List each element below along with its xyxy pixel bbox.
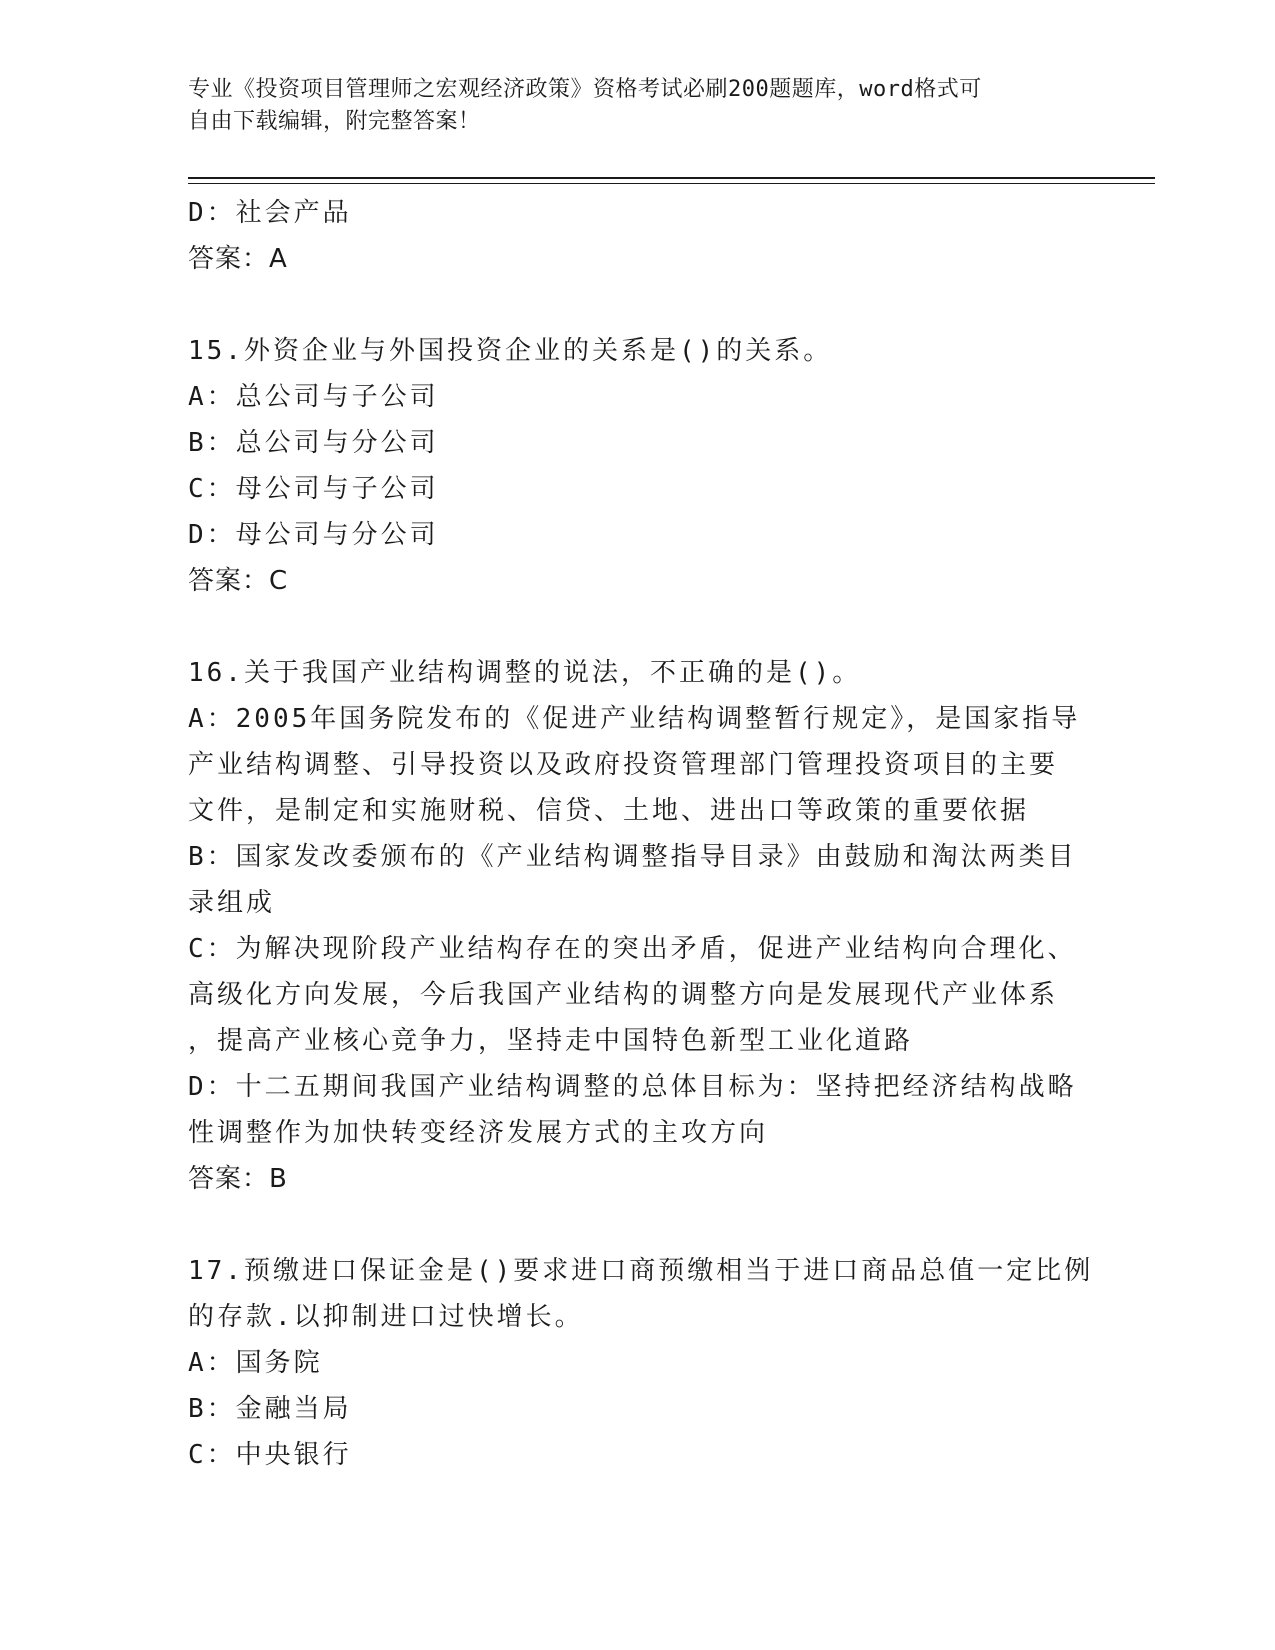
prev-option-d: D：社会产品 — [188, 198, 352, 228]
option-a-line-3: 文件，是制定和实施财税、信贷、土地、进出口等政策的重要依据 — [188, 796, 1030, 826]
option-c: C：中央银行 — [188, 1440, 352, 1470]
header-divider — [188, 177, 1155, 179]
question-17 — [188, 1248, 1094, 1478]
question-stem-line-2: 的存款.以抑制进口过快增长。 — [188, 1302, 584, 1332]
option-c-line-2: 高级化方向发展，今后我国产业结构的调整方向是发展现代产业体系 — [188, 980, 1059, 1010]
page-header — [188, 74, 1068, 138]
option-b-line-1: B：国家发改委颁布的《产业结构调整指导目录》由鼓励和淘汰两类目 — [188, 842, 1077, 872]
option-a: A：总公司与子公司 — [188, 382, 439, 412]
option-c: C：母公司与子公司 — [188, 474, 439, 504]
option-c-line-1: C：为解决现阶段产业结构存在的突出矛盾，促进产业结构向合理化、 — [188, 934, 1077, 964]
question-16 — [188, 650, 1088, 1202]
option-a-line-1: A：2005年国务院发布的《促进产业结构调整暂行规定》，是国家指导 — [188, 704, 1081, 734]
question-stem: 16.关于我国产业结构调整的说法，不正确的是()。 — [188, 658, 862, 688]
option-b-line-2: 录组成 — [188, 888, 276, 918]
header-line-2: 自由下载编辑，附完整答案！ — [188, 109, 481, 134]
answer: 答案：B — [188, 1164, 288, 1194]
option-d-line-1: D：十二五期间我国产业结构调整的总体目标为：坚持把经济结构战略 — [188, 1072, 1077, 1102]
option-b: B：总公司与分公司 — [188, 428, 439, 458]
option-d-line-2: 性调整作为加快转变经济发展方式的主攻方向 — [188, 1118, 769, 1148]
prev-answer: 答案：A — [188, 244, 288, 274]
option-b: B：金融当局 — [188, 1394, 352, 1424]
question-15 — [188, 328, 1088, 604]
question-stem: 15.外资企业与外国投资企业的关系是()的关系。 — [188, 336, 833, 366]
option-c-line-3: ，提高产业核心竞争力，坚持走中国特色新型工业化道路 — [188, 1026, 914, 1056]
question-content — [188, 190, 1094, 1478]
question-stem-line-1: 17.预缴进口保证金是()要求进口商预缴相当于进口商品总值一定比例 — [188, 1256, 1094, 1286]
answer: 答案：C — [188, 566, 289, 596]
header-divider-thin — [188, 183, 1155, 184]
option-a-line-2: 产业结构调整、引导投资以及政府投资管理部门管理投资项目的主要 — [188, 750, 1059, 780]
header-line-1: 专业《投资项目管理师之宏观经济政策》资格考试必刷200题题库，word格式可 — [188, 77, 982, 102]
option-d: D：母公司与分公司 — [188, 520, 439, 550]
option-a: A：国务院 — [188, 1348, 323, 1378]
